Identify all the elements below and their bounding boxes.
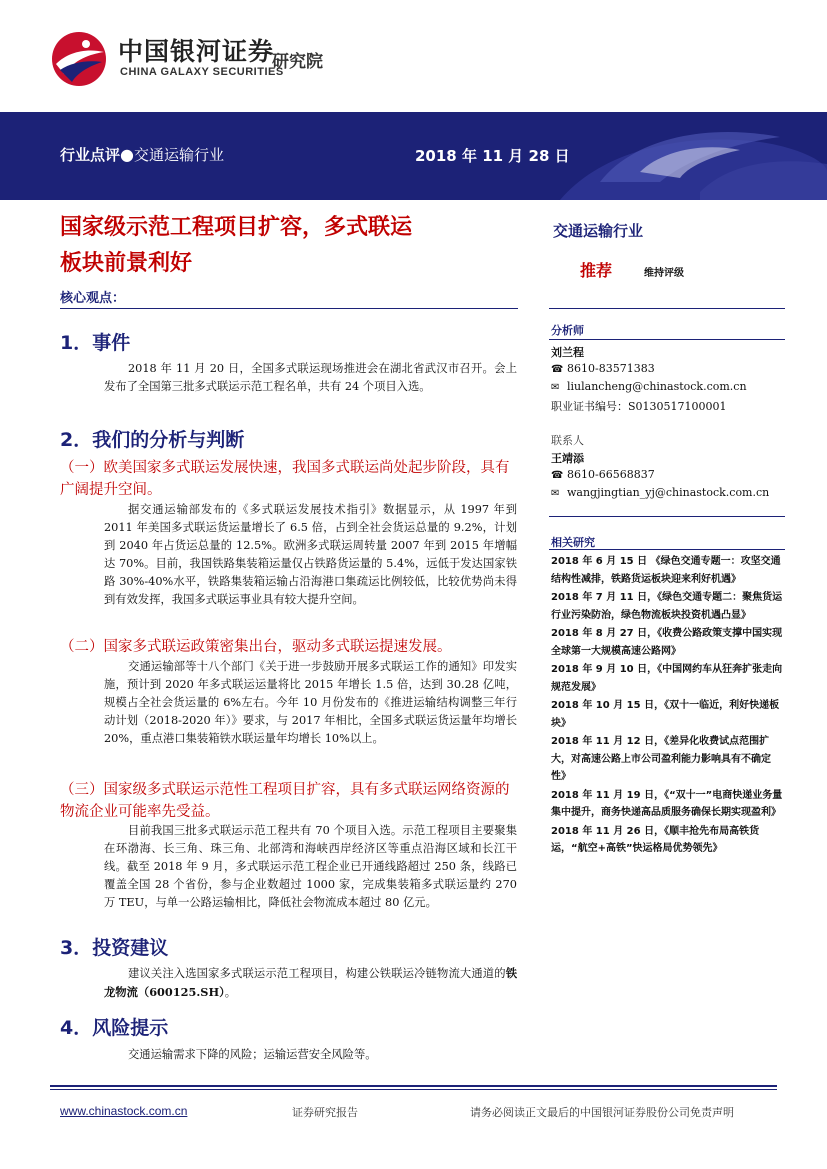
section-1-heading: 1．事件 xyxy=(60,332,131,354)
footer-report-type: 证券研究报告 xyxy=(292,1106,358,1119)
brand-name-en: CHINA GALAXY SECURITIES xyxy=(120,66,284,78)
divider xyxy=(549,339,785,340)
section-1-paragraph: 2018 年 11 月 20 日，全国多式联运现场推进会在湖北省武汉市召开。会上发布了全国第三批多式联运示范工程名单，共有 24 个项目入选。 xyxy=(104,362,517,393)
analyst-email-link[interactable]: liulancheng@chinastock.com.cn xyxy=(567,380,747,393)
contact-email-row[interactable] xyxy=(551,486,769,499)
rating-label: 推荐 xyxy=(580,261,613,280)
footer-divider xyxy=(50,1085,777,1087)
related-research-label: 相关研究 xyxy=(551,536,595,549)
contact-name: 王靖添 xyxy=(551,452,584,465)
report-title xyxy=(60,210,530,282)
title-line-1: 国家级示范工程项目扩容，多式联运 xyxy=(60,215,413,240)
email-icon: ✉ xyxy=(551,488,560,499)
analyst-email-row[interactable] xyxy=(551,380,747,393)
company-logo xyxy=(50,30,108,88)
section-3-heading: 3．投资建议 xyxy=(60,937,169,959)
divider xyxy=(549,308,785,309)
subheading-2-1: （一）欧美国家多式联运发展快速，我国多式联运尚处起步阶段，具有广阔提升空间。 xyxy=(60,460,510,498)
analyst-phone-row: ☎ 8610-83571383 xyxy=(551,362,655,375)
analyst-certificate: 职业证书编号：S0130517100001 xyxy=(551,400,727,413)
section-2-heading: 2．我们的分析与判断 xyxy=(60,429,245,451)
paragraph-2-2: 交通运输部等十八个部门《关于进一步鼓励开展多式联运工作的通知》印发实施，预计到 2020 年多式联运运量将比 2015 年增长 1.5 倍，达到 30.28 亿吨，规模占全社会货运量的 6%左右。今年 10 月份发布的《推进运输结构调整三年行动计划（2018-2020 年）》要求，与 2017 年相比，全国多式联运货运量年均增长 20%，重点港口集装箱铁水联运量年均增长 10%以上。 xyxy=(104,660,517,745)
report-date: 2018 年 11 月 28 日 xyxy=(415,147,570,165)
related-item[interactable]: 2018 年 8 月 27 日，《收费公路政策支撑中国实现全球第一大规模高速公路网》 xyxy=(551,628,783,657)
contact-email-link[interactable]: wangjingtian_yj@chinastock.com.cn xyxy=(567,486,770,499)
related-item[interactable]: 2018 年 6 月 15 日 《绿色交通专题一：攻坚交通结构性减排，铁路货运板块迎来利好机遇》 xyxy=(551,556,781,585)
related-item[interactable]: 2018 年 11 月 19 日，《“双十一”电商快递业务量集中提升，商务快递高品质服务确保长期实现盈利》 xyxy=(551,789,783,818)
phone-icon: ☎ xyxy=(551,470,564,481)
subheading-2-3: （三）国家级多式联运示范性工程项目扩容，具有多式联运网络资源的物流企业可能率先受益。 xyxy=(60,782,510,820)
related-item[interactable]: 2018 年 11 月 26 日，《顺丰抢先布局高铁货运，“航空+高铁”快运格局优势领先》 xyxy=(551,825,760,854)
brand-name-cn: 中国银河证券 xyxy=(118,37,275,66)
rating-note: 维持评级 xyxy=(644,268,684,279)
related-item[interactable]: 2018 年 10 月 15 日，《双十一临近，利好快递板块》 xyxy=(551,700,780,729)
section-4-paragraph: 交通运输需求下降的风险；运输运营安全风险等。 xyxy=(128,1048,377,1061)
divider xyxy=(60,308,518,309)
paragraph-2-1: 据交通运输部发布的《多式联运发展技术指引》数据显示，从 1997 年到 2011 年美国多式联运货运量增长了 6.5 倍，占到全社会货运总量的 9.2%，计划到 2040 年占货运总量的 12.5%。欧洲多式联运周转量 2007 年到 2015 年增幅达 70%。目前，我国铁路集装箱运量仅占铁路货运量的 5.4%，远低于发达国家铁路 30%-40%水平，铁路集装箱运输占沿海港口集疏运比例较低，比较优势尚未得到有效发挥，我国多式联运事业具有较大提升空间。 xyxy=(104,503,517,606)
section-3-paragraph: 建议关注入选国家多式联运示范工程项目，构建公铁联运冷链物流大通道的铁龙物流（600125.SH）。 xyxy=(104,966,517,999)
title-line-2: 板块前景利好 xyxy=(60,251,193,276)
section-4-heading: 4．风险提示 xyxy=(60,1017,169,1039)
core-viewpoint-label: 核心观点： xyxy=(60,291,126,306)
paragraph-2-3: 目前我国三批多式联运示范工程共有 70 个项目入选。示范工程项目主要聚集在环渤海、长三角、珠三角、北部湾和海峡西岸经济区等重点沿海区域和长江干线。截至 2018 年 9 月，多式联运示范工程企业已开通线路超过 250 条，线路已覆盖全国 28 个省份，参与企业数超过 1000 家，完成集装箱多式联运量约 270 万 TEU，与单一公路运输相比，降低社会物流成本超过 80 亿元。 xyxy=(104,824,517,909)
recommended-stock: 铁龙物流（600125.SH） xyxy=(104,966,517,999)
related-item[interactable]: 2018 年 11 月 12 日，《差异化收费试点范围扩大，对高速公路上市公司盈利能力影响具有不确定性》 xyxy=(551,736,771,782)
divider xyxy=(549,516,785,517)
phone-icon: ☎ xyxy=(551,364,564,375)
related-item[interactable]: 2018 年 7 月 11 日，《绿色交通专题二：聚焦货运行业污染防治，绿色物流板块投资机遇凸显》 xyxy=(551,592,783,621)
footer-divider xyxy=(50,1089,777,1090)
institute-label: 研究院 xyxy=(272,52,323,72)
divider xyxy=(549,549,785,550)
report-type-label: 行业点评●交通运输行业 xyxy=(60,145,224,164)
footer-website-link[interactable]: www.chinastock.com.cn xyxy=(60,1104,188,1118)
contact-label: 联系人 xyxy=(551,434,584,447)
related-research-list xyxy=(551,553,785,859)
sidebar-industry: 交通运输行业 xyxy=(553,222,644,240)
banner-industry: 交通运输行业 xyxy=(133,146,224,164)
analyst-label: 分析师 xyxy=(551,324,584,337)
analyst-name: 刘兰程 xyxy=(551,346,584,359)
footer-disclaimer: 请务必阅读正文最后的中国银河证券股份公司免责声明 xyxy=(470,1106,734,1119)
subheading-2-2: （二）国家多式联运政策密集出台，驱动多式联运提速发展。 xyxy=(60,639,452,655)
related-item[interactable]: 2018 年 9 月 10 日，《中国网约车从狂奔扩张走向规范发展》 xyxy=(551,664,783,693)
email-icon: ✉ xyxy=(551,382,560,393)
contact-phone-row: ☎ 8610-66568837 xyxy=(551,468,655,481)
